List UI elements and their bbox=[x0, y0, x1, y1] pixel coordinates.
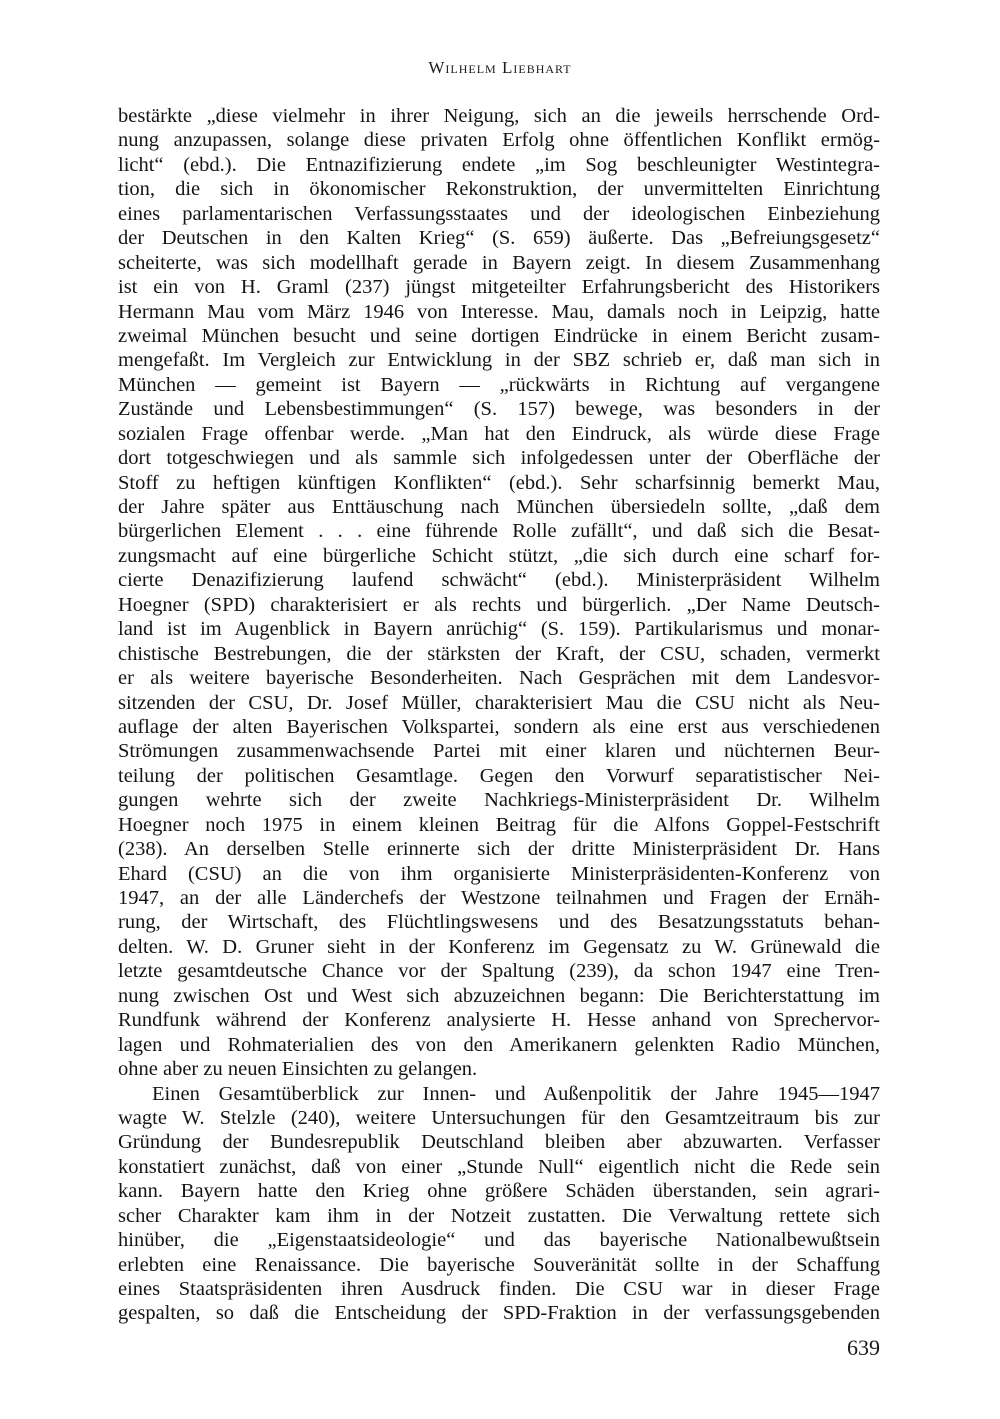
text-line: der Deutschen in den Kalten Krieg“ (S. 659) äußerte. Das „Befreiungsgesetz“ bbox=[118, 227, 880, 250]
text-line: 1947, an der alle Länderchefs der Westzone teilnahmen und Fragen der Ernäh- bbox=[118, 887, 880, 909]
text-line: delten. W. D. Gruner sieht in der Konferenz im Gegensatz zu W. Grünewald die bbox=[118, 935, 880, 958]
text-line: Zustände und Lebensbestimmungen“ (S. 157) bewege, was besonders in der bbox=[118, 398, 880, 421]
text-line: Hermann Mau vom März 1946 von Interesse. Mau, damals noch in Leipzig, hatte bbox=[118, 300, 880, 323]
text-line: chistische Bestrebungen, die der stärksten der Kraft, der CSU, schaden, vermerkt bbox=[118, 642, 880, 665]
text-line: bürgerlichen Element . . . eine führende Rolle zufällt“, und daß sich die Besat- bbox=[118, 520, 880, 543]
text-line: scher Charakter kam ihm in der Notzeit zustatten. Die Verwaltung rettete sich bbox=[118, 1204, 880, 1227]
text-line: hinüber, die „Eigenstaatsideologie“ und das bayerische Nationalbewußtsein bbox=[118, 1229, 880, 1252]
text-line: lagen und Rohmaterialien des von den Amerikanern gelenkten Radio München, bbox=[118, 1033, 880, 1056]
text-line: gespalten, so daß die Entscheidung der SPD-Fraktion in der verfassungsgebenden bbox=[118, 1302, 880, 1325]
text-line: tion, die sich in ökonomischer Rekonstruktion, der unvermittelten Einrichtung bbox=[118, 178, 880, 201]
text-line: sozialen Frage offenbar werde. „Man hat den Eindruck, als würde diese Frage bbox=[118, 422, 880, 445]
text-line: ist ein von H. Graml (237) jüngst mitgeteilter Erfahrungsbericht des Historikers bbox=[118, 276, 880, 299]
text-line: Ehard (CSU) an die von ihm organisierte Ministerpräsidenten-Konferenz von bbox=[118, 862, 880, 885]
text-line: licht“ (ebd.). Die Entnazifizierung endete „im Sog beschleunigter Westintegra- bbox=[118, 153, 880, 176]
text-line: eines parlamentarischen Verfassungsstaates und der ideologischen Einbeziehung bbox=[118, 202, 880, 225]
text-line: land ist im Augenblick in Bayern anrüchig“ (S. 159). Partikularismus und monar- bbox=[118, 618, 880, 641]
text-line: letzte gesamtdeutsche Chance vor der Spaltung (239), da schon 1947 eine Tren- bbox=[118, 960, 880, 983]
text-line: auflage der alten Bayerischen Volkspartei, sondern als eine erst aus verschiedenen bbox=[118, 715, 880, 738]
paragraph bbox=[118, 104, 880, 1082]
text-line: konstatiert zunächst, daß von einer „Stunde Null“ eigentlich nicht die Rede sein bbox=[118, 1155, 880, 1178]
text-line: dort totgeschwiegen und als sammle sich infolgedessen unter der Oberfläche der bbox=[118, 447, 880, 470]
text-line: (238). An derselben Stelle erinnerte sich der dritte Ministerpräsident Dr. Hans bbox=[118, 838, 880, 861]
text-line: Rundfunk während der Konferenz analysierte H. Hesse anhand von Sprechervor- bbox=[118, 1009, 880, 1032]
text-line: der Jahre später aus Enttäuschung nach München übersiedeln sollte, „daß dem bbox=[118, 496, 880, 518]
text-line: gungen wehrte sich der zweite Nachkriegs-Ministerpräsident Dr. Wilhelm bbox=[118, 789, 880, 812]
text-line: Hoegner (SPD) charakterisiert er als rechts und bürgerlich. „Der Name Deutsch- bbox=[118, 593, 880, 616]
text-line: bestärkte „diese vielmehr in ihrer Neigung, sich an die jeweils herrschende Ord- bbox=[118, 105, 880, 127]
text-line: er als weitere bayerische Besonderheiten. Nach Gesprächen mit dem Landesvor- bbox=[118, 667, 880, 690]
text-line: Strömungen zusammenwachsende Partei mit einer klaren und nüchternen Beur- bbox=[118, 740, 880, 763]
text-line: eines Staatspräsidenten ihren Ausdruck finden. Die CSU war in dieser Frage bbox=[118, 1278, 880, 1300]
text-line: scheiterte, was sich modellhaft gerade in Bayern zeigt. In diesem Zusammenhang bbox=[118, 251, 880, 274]
text-line: zungsmacht auf eine bürgerliche Schicht stützt, „die sich durch eine scharf for- bbox=[118, 544, 880, 567]
text-line: zweimal München besucht und seine dortigen Eindrücke in einem Bericht zusam- bbox=[118, 324, 880, 347]
running-head: Wilhelm Liebhart bbox=[428, 58, 572, 77]
text-line: mengefaßt. Im Vergleich zur Entwicklung in der SBZ schrieb er, daß man sich in bbox=[118, 349, 880, 372]
text-line: teilung der politischen Gesamtlage. Gegen den Vorwurf separatistischer Nei- bbox=[118, 764, 880, 787]
text-line: kann. Bayern hatte den Krieg ohne größere Schäden überstanden, sein agrari- bbox=[118, 1180, 880, 1203]
paragraph bbox=[118, 1082, 880, 1326]
body-text bbox=[118, 104, 880, 1326]
text-line: ohne aber zu neuen Einsichten zu gelangen. bbox=[118, 1058, 478, 1081]
text-line: Hoegner noch 1975 in einem kleinen Beitrag für die Alfons Goppel-Festschrift bbox=[118, 813, 880, 836]
text-line: München — gemeint ist Bayern — „rückwärts in Richtung auf vergangene bbox=[118, 373, 880, 396]
text-line: rung, der Wirtschaft, des Flüchtlingswesens und des Besatzungsstatuts behan- bbox=[118, 911, 880, 934]
text-line: wagte W. Stelzle (240), weitere Untersuchungen für den Gesamtzeitraum bis zur bbox=[118, 1106, 880, 1129]
text-line: sitzenden der CSU, Dr. Josef Müller, charakterisiert Mau die CSU nicht als Neu- bbox=[118, 691, 880, 714]
text-line: Einen Gesamtüberblick zur Innen- und Außenpolitik der Jahre 1945—1947 bbox=[152, 1082, 880, 1105]
text-line: Stoff zu heftigen künftigen Konflikten“ (ebd.). Sehr scharfsinnig bemerkt Mau, bbox=[118, 471, 880, 494]
page-number: 639 bbox=[847, 1335, 880, 1360]
text-line: erlebten eine Renaissance. Die bayerische Souveränität sollte in der Schaffung bbox=[118, 1253, 880, 1276]
text-line: Gründung der Bundesrepublik Deutschland bleiben aber abzuwarten. Verfasser bbox=[118, 1131, 880, 1154]
text-line: nung anzupassen, solange diese privaten Erfolg ohne öffentlichen Konflikt ermög- bbox=[118, 129, 880, 152]
text-line: nung zwischen Ost und West sich abzuzeichnen begann: Die Berichterstattung im bbox=[118, 984, 880, 1007]
text-line: cierte Denazifizierung laufend schwächt“ (ebd.). Ministerpräsident Wilhelm bbox=[118, 569, 880, 592]
